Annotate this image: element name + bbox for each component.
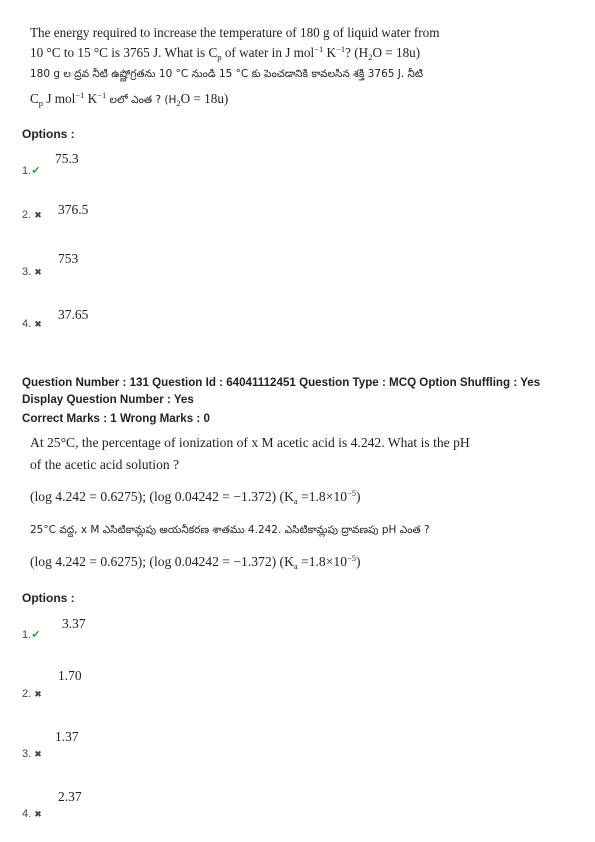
subscript: 2 xyxy=(176,98,181,108)
q1-line-4 xyxy=(30,92,228,106)
log-line-part: (log 4.242 = 0.6275); (log 0.04242 = −1.372) (K xyxy=(30,554,294,569)
superscript: −5 xyxy=(347,488,357,498)
q1-line-2-part: 10 °C to 15 °C is 3765 J. What is C xyxy=(30,45,218,60)
q2-line-2: of the acetic acid solution ? xyxy=(30,457,180,472)
subscript: a xyxy=(293,496,298,506)
q1-option-2-value[interactable]: 376.5 xyxy=(58,202,89,217)
q1-option-1-value[interactable]: 75.3 xyxy=(55,151,79,166)
q1-option-1-number xyxy=(22,164,40,177)
q1-line-2-part: ? (H xyxy=(345,45,369,60)
q1-line-4-part: O = 18u) xyxy=(180,91,229,106)
superscript: −1 xyxy=(75,90,85,100)
subscript: a xyxy=(293,561,298,571)
q1-option-3-number xyxy=(22,266,42,278)
q2-log-line-2 xyxy=(30,555,361,569)
q1-line-1: The energy required to increase the temperature of 180 g of liquid water from xyxy=(30,25,440,40)
q1-line-2 xyxy=(30,44,421,62)
q2-line-1: At 25°C, the percentage of ionization of x M acetic acid is 4.242. What is the pH xyxy=(30,435,470,450)
q1-line-4-part: J mol xyxy=(43,91,76,106)
q2-options-label: Options : xyxy=(22,591,75,605)
option-number: 2. xyxy=(22,209,32,221)
q1-line-4-part: K xyxy=(84,91,98,106)
superscript: −1 xyxy=(314,44,324,54)
cross-icon: ✖ xyxy=(34,267,42,277)
cross-icon: ✖ xyxy=(34,809,42,819)
option-number: 3. xyxy=(22,748,32,760)
q1-line-4-part: C xyxy=(30,91,39,106)
q2-option-1-value[interactable]: 3.37 xyxy=(62,616,86,631)
log-line-part: (log 4.242 = 0.6275); (log 0.04242 = −1.372) (K xyxy=(30,489,294,504)
q2-option-2-number xyxy=(22,688,42,700)
telugu-text: 25°C వద్ద, x M ఎసిటికామ్లపు అయనీకరణ శాతము 4.242. ఎసిటికామ్లపు ద్రావణపు pH ఎంత ? xyxy=(30,524,430,536)
q1-line-4-part: లలో ఎంత ? (H xyxy=(106,94,177,106)
option-number: 1. xyxy=(22,629,32,641)
q2-meta-line: Question Number : 131 Question Id : 64041112451 Question Type : MCQ Option Shuffling : Yes xyxy=(22,376,541,389)
superscript: −5 xyxy=(347,553,357,563)
cross-icon: ✖ xyxy=(34,749,42,759)
q2-log-line xyxy=(30,490,361,504)
subscript: p xyxy=(217,52,222,62)
q2-option-4-number xyxy=(22,808,42,820)
check-icon: ✔ xyxy=(31,629,41,641)
q2-marks-line: Correct Marks : 1 Wrong Marks : 0 xyxy=(22,412,210,425)
option-number: 4. xyxy=(22,808,32,820)
q1-line-3-telugu xyxy=(30,67,423,80)
q1-option-4-value[interactable]: 37.65 xyxy=(58,307,89,322)
option-number: 1. xyxy=(22,165,32,177)
q2-display-number-line: Display Question Number : Yes xyxy=(22,393,194,406)
q1-line-2-part: of water in J mol xyxy=(221,45,315,60)
log-line-part: =1.8×10 xyxy=(297,489,347,504)
cross-icon: ✖ xyxy=(34,689,42,699)
check-icon: ✔ xyxy=(31,165,41,177)
q2-option-3-number xyxy=(22,748,42,760)
log-line-part: =1.8×10 xyxy=(297,554,347,569)
option-number: 4. xyxy=(22,318,32,330)
q1-line-2-part: O = 18u) xyxy=(372,45,421,60)
q2-telugu-line xyxy=(30,522,430,536)
q2-option-4-value[interactable]: 2.37 xyxy=(58,789,82,804)
log-line-part: ) xyxy=(356,489,361,504)
q2-option-2-value[interactable]: 1.70 xyxy=(58,668,82,683)
q1-option-3-value[interactable]: 753 xyxy=(58,251,79,266)
log-line-part: ) xyxy=(356,554,361,569)
q1-line-2-part: K xyxy=(323,45,337,60)
option-number: 3. xyxy=(22,266,32,278)
cross-icon: ✖ xyxy=(34,319,42,329)
q2-option-1-number xyxy=(22,628,40,641)
subscript: 2 xyxy=(368,52,373,62)
q2-option-3-value[interactable]: 1.37 xyxy=(55,729,79,744)
cross-icon: ✖ xyxy=(34,210,42,220)
q1-option-4-number xyxy=(22,318,42,330)
subscript: p xyxy=(38,98,44,108)
q1-options-label: Options : xyxy=(22,127,75,141)
superscript: −1 xyxy=(336,44,346,54)
superscript: −1 xyxy=(97,90,107,100)
telugu-text: 180 g ల ద్రవ నీటి ఉష్ణోగ్రతను 10 °C నుండి 15 °C కు పెంచడానికి కావలసిన శక్తి 3765 J. నీటి xyxy=(30,68,424,80)
q1-option-2-number xyxy=(22,209,42,221)
option-number: 2. xyxy=(22,688,32,700)
